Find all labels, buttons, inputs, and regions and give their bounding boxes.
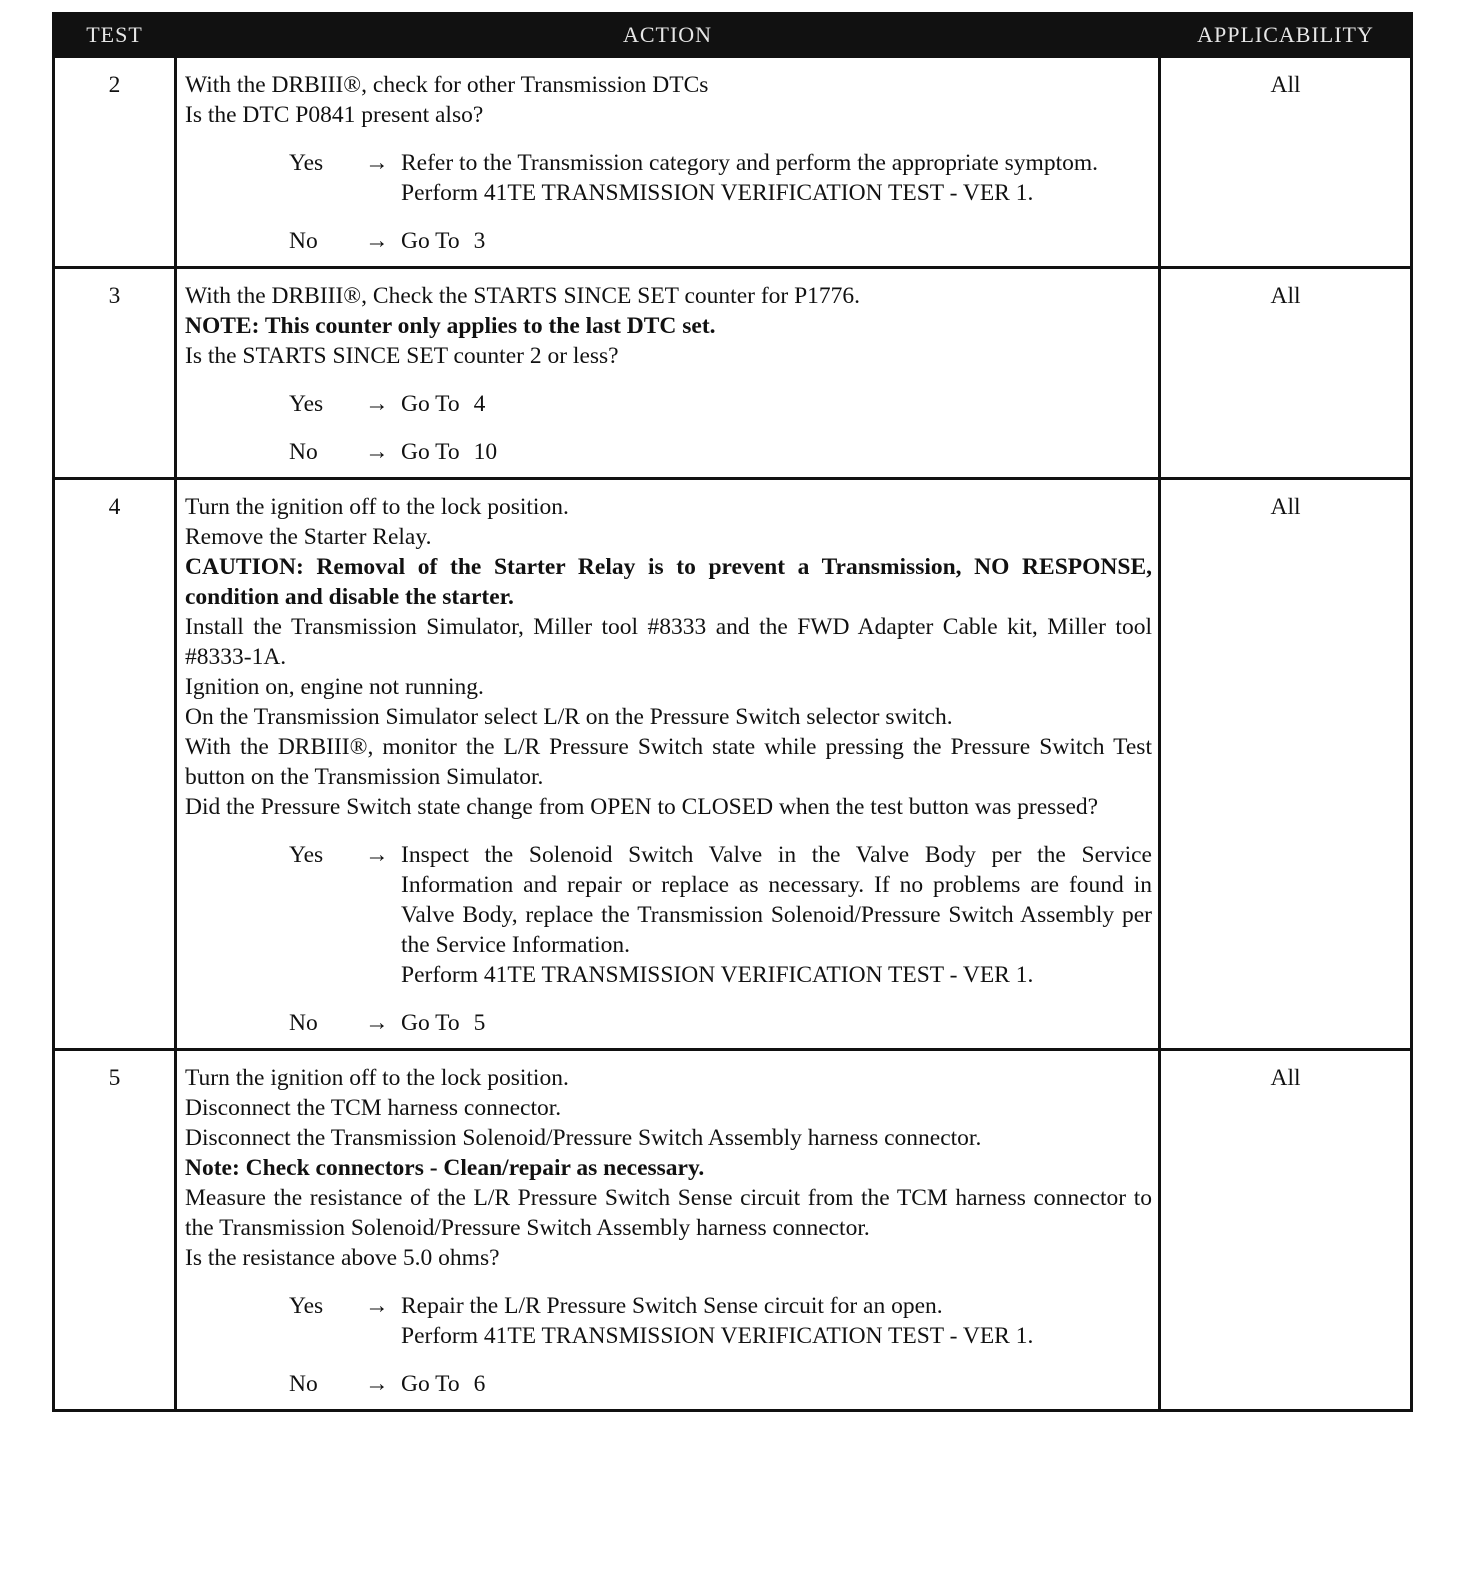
branch-result — [401, 437, 1152, 467]
arrow-right-icon: → — [365, 1293, 389, 1319]
branch-answer: No — [289, 228, 318, 254]
action-cell — [176, 57, 1160, 268]
result-line: Perform 41TE TRANSMISSION VERIFICATION TEST - VER 1. — [401, 180, 1034, 206]
test-number: 4 — [54, 479, 176, 1050]
test-number: 2 — [54, 57, 176, 268]
goto-label: Go To — [401, 1010, 460, 1036]
arrow-right-icon: → — [365, 842, 389, 868]
applicability-value: All — [1160, 57, 1412, 268]
action-cell — [176, 479, 1160, 1050]
no-branch — [185, 437, 1152, 467]
action-cell — [176, 1050, 1160, 1411]
arrow-right-icon: → — [365, 1371, 389, 1397]
action-cell — [176, 268, 1160, 479]
result-line: Perform 41TE TRANSMISSION VERIFICATION TEST - VER 1. — [401, 962, 1034, 988]
header-applicability: APPLICABILITY — [1160, 14, 1412, 57]
note-line: NOTE: This counter only applies to the last DTC set. — [185, 313, 716, 339]
applicability-value: All — [1160, 268, 1412, 479]
branch-answer: No — [289, 439, 318, 465]
header-test: TEST — [54, 14, 176, 57]
instruction-line: Turn the ignition off to the lock position. — [185, 1065, 569, 1091]
result-line: Refer to the Transmission category and perform the appropriate symptom. — [401, 150, 1099, 176]
goto-test-number: 3 — [473, 228, 486, 254]
branch-answer: Yes — [289, 842, 324, 868]
yes-branch — [185, 1291, 1152, 1351]
branch-result — [401, 1008, 1152, 1038]
test-number: 3 — [54, 268, 176, 479]
arrow-right-icon: → — [365, 1010, 389, 1036]
goto-test-number: 4 — [473, 391, 486, 417]
instruction-line: Is the DTC P0841 present also? — [185, 102, 484, 128]
table-header-row — [54, 14, 1412, 57]
table-body — [54, 57, 1412, 1411]
instruction-line: Is the STARTS SINCE SET counter 2 or less? — [185, 343, 619, 369]
branch-result — [401, 840, 1152, 990]
goto-test-number: 10 — [473, 439, 498, 465]
table-row — [54, 57, 1412, 268]
instruction-line: On the Transmission Simulator select L/R on the Pressure Switch selector switch. — [185, 704, 953, 730]
yes-branch — [185, 148, 1152, 208]
branch-result — [401, 226, 1152, 256]
arrow-right-icon: → — [365, 228, 389, 254]
instruction-line: Ignition on, engine not running. — [185, 674, 484, 700]
instruction-line: Measure the resistance of the L/R Pressure Switch Sense circuit from the TCM harness connector to the Transmission Solenoid/Pressure Switch Assembly harness connector. — [185, 1185, 1152, 1241]
arrow-right-icon: → — [365, 391, 389, 417]
table-row — [54, 479, 1412, 1050]
applicability-value: All — [1160, 1050, 1412, 1411]
goto-label: Go To — [401, 1371, 460, 1397]
goto-label: Go To — [401, 228, 460, 254]
branch-result — [401, 1291, 1152, 1351]
yes-branch — [185, 389, 1152, 419]
table-row — [54, 1050, 1412, 1411]
instruction-line: Install the Transmission Simulator, Miller tool #8333 and the FWD Adapter Cable kit, Miller tool #8333-1A. — [185, 614, 1152, 670]
result-line: Repair the L/R Pressure Switch Sense circuit for an open. — [401, 1293, 943, 1319]
yes-branch — [185, 840, 1152, 990]
branch-answer: Yes — [289, 391, 324, 417]
no-branch — [185, 226, 1152, 256]
result-line: Perform 41TE TRANSMISSION VERIFICATION TEST - VER 1. — [401, 1323, 1034, 1349]
test-number: 5 — [54, 1050, 176, 1411]
instruction-line: Did the Pressure Switch state change from OPEN to CLOSED when the test button was pressed? — [185, 794, 1099, 820]
goto-label: Go To — [401, 391, 460, 417]
result-line: Inspect the Solenoid Switch Valve in the Valve Body per the Service Information and repair or replace as necessary. If no problems are found in Valve Body, replace the Transmission Solenoid/Pressure Switch Assembly per the Service Information. — [401, 842, 1152, 958]
no-branch — [185, 1008, 1152, 1038]
table-row — [54, 268, 1412, 479]
arrow-right-icon: → — [365, 439, 389, 465]
applicability-value: All — [1160, 479, 1412, 1050]
branch-answer: Yes — [289, 150, 324, 176]
instruction-line: Is the resistance above 5.0 ohms? — [185, 1245, 500, 1271]
branch-result — [401, 148, 1152, 208]
instruction-line: Disconnect the Transmission Solenoid/Pressure Switch Assembly harness connector. — [185, 1125, 982, 1151]
instruction-line: With the DRBIII®, check for other Transmission DTCs — [185, 72, 709, 98]
branch-answer: No — [289, 1371, 318, 1397]
goto-test-number: 6 — [473, 1371, 486, 1397]
note-line: Note: Check connectors - Clean/repair as necessary. — [185, 1155, 705, 1181]
instruction-line: With the DRBIII®, Check the STARTS SINCE SET counter for P1776. — [185, 283, 861, 309]
arrow-right-icon: → — [365, 150, 389, 176]
branch-result — [401, 389, 1152, 419]
instruction-line: With the DRBIII®, monitor the L/R Pressure Switch state while pressing the Pressure Switch Test button on the Transmission Simulator. — [185, 734, 1152, 790]
no-branch — [185, 1369, 1152, 1399]
diagnostic-test-table — [52, 12, 1413, 1412]
goto-test-number: 5 — [473, 1010, 486, 1036]
branch-answer: No — [289, 1010, 318, 1036]
header-action: ACTION — [176, 14, 1160, 57]
branch-answer: Yes — [289, 1293, 324, 1319]
branch-result — [401, 1369, 1152, 1399]
instruction-line: Disconnect the TCM harness connector. — [185, 1095, 562, 1121]
instruction-line: Remove the Starter Relay. — [185, 524, 432, 550]
goto-label: Go To — [401, 439, 460, 465]
note-line: CAUTION: Removal of the Starter Relay is to prevent a Transmission, NO RESPONSE, condition and disable the starter. — [185, 554, 1152, 610]
instruction-line: Turn the ignition off to the lock position. — [185, 494, 569, 520]
